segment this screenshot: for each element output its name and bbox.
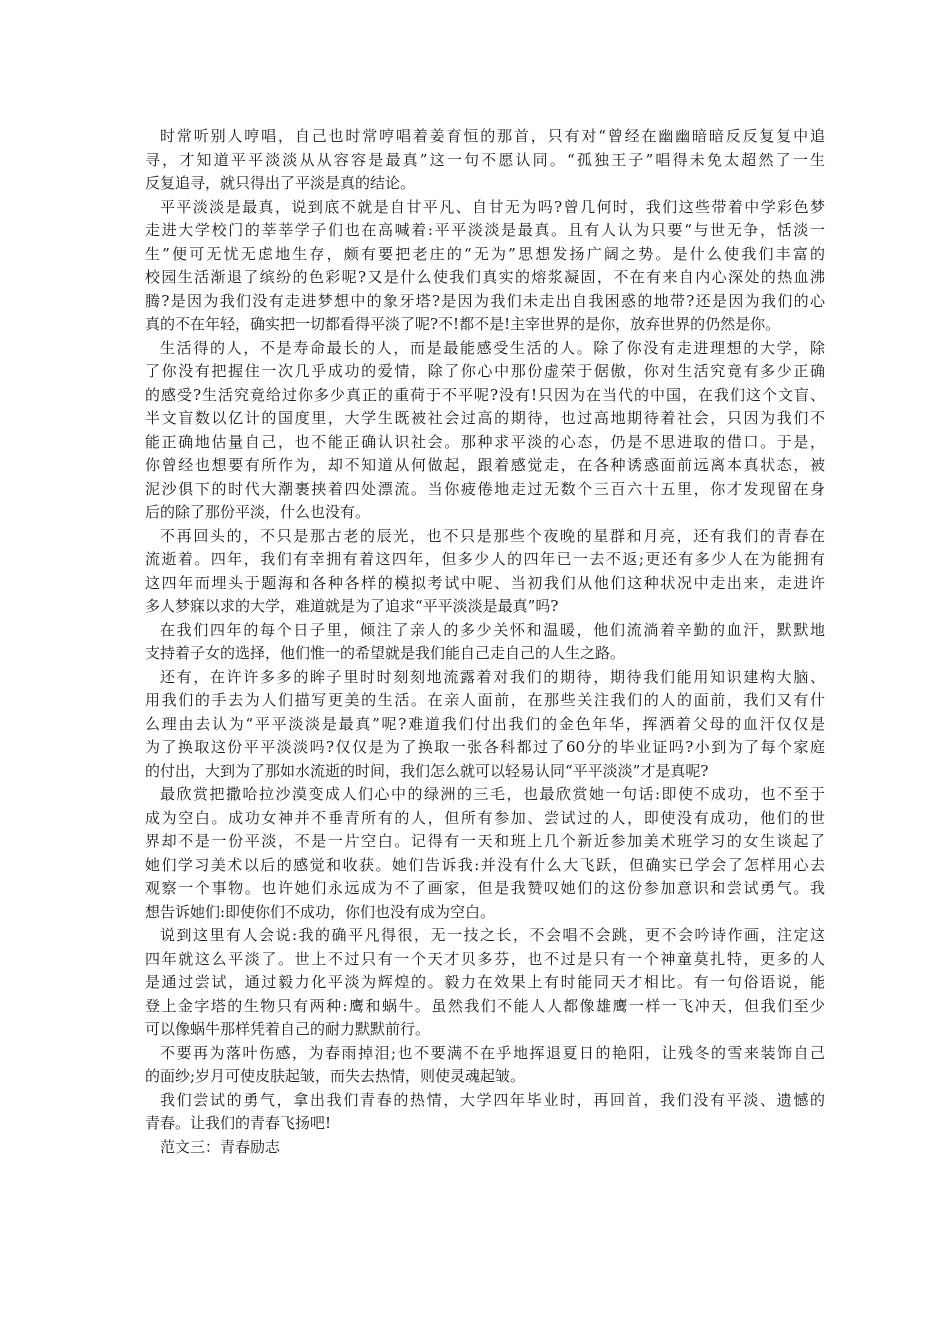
paragraph: [145, 525, 825, 619]
text-line: 校园生活渐退了缤纷的色彩呢?又是什么使我们真实的熔浆凝固，不在有来自内心深处的热血沸: [145, 268, 825, 286]
text-line: 寻，才知道平平淡淡从从容容是最真”这一句不愿认同。“孤独王子”唱得未免太超然了一生: [145, 150, 825, 169]
paragraph: [145, 1042, 825, 1089]
text-line: 四年就这么平淡了。世上不过只有一个天才贝多芬，也不过是只有一个神童莫扎特，更多的人: [145, 949, 825, 968]
essay-body: [145, 125, 825, 1159]
text-line: 的面纱;岁月可使皮肤起皱，而失去热情，则使灵魂起皱。: [145, 1067, 526, 1085]
text-line: 你曾经也想要有所作为，却不知道从何做起，跟着感觉走，在各种诱惑面前远离本真状态，被: [145, 456, 825, 474]
text-line: 不要再为落叶伤感，为春雨掉泪;也不要满不在乎地挥退夏日的艳阳，让残冬的雪来装饰自己: [160, 1043, 825, 1062]
text-line: 界却不是一份平淡，不是一片空白。记得有一天和班上几个新近参加美术班学习的女生谈起了: [145, 832, 825, 850]
text-line: 可以像蜗牛那样凭着自己的耐力默默前行。: [145, 1020, 431, 1038]
text-line: 时常听别人哼唱，自己也时常哼唱着姜育恒的那首，只有对“曾经在幽幽暗暗反反复复中追: [160, 127, 825, 145]
text-line: 观察一个事物。也许她们永远成为不了画家，但是我赞叹她们的这份参加意识和尝试勇气。我: [145, 879, 825, 897]
text-line: 的付出，大到为了那如水流逝的时间，我们怎么就可以轻易认同“平平淡淡”才是真呢?: [145, 761, 709, 780]
text-line: 多人梦寐以求的大学，难道就是为了追求“平平淡淡是最真”吗?: [145, 597, 559, 615]
text-line: 不再回头的，不只是那古老的辰光，也不只是那些个夜晚的星群和月亮，还有我们的青春在: [160, 526, 825, 545]
paragraph: [145, 924, 825, 1042]
text-line: 支持着子女的选择，他们惟一的希望就是我们能自己走自己的人生之路。: [145, 644, 626, 662]
text-line: 腾?是因为我们没有走进梦想中的象牙塔?是因为我们未走出自我困惑的地带?还是因为我们的心: [145, 291, 825, 310]
text-line: 说到这里有人会说:我的确平凡得很，无一技之长，不会唱不会跳，更不会吟诗作画，注定这: [160, 926, 825, 944]
text-line: 范文三：青春励志: [160, 1137, 281, 1156]
text-line: 用我们的手去为人们描写更美的生活。在亲人面前，在那些关注我们的人的面前，我们又有什: [145, 691, 825, 709]
text-line: 的感受?生活究竟给过你多少真正的重荷于不平呢?没有!只因为在当代的中国，在我们这个文盲、: [145, 385, 825, 404]
text-line: 真的不在年轻，确实把一切都看得平淡了呢?不!都不是!主宰世界的是你，放弃世界的仍然是你。: [145, 315, 781, 333]
text-line: 生”便可无忧无虑地生存，颇有要把老庄的“无为”思想发扬广阔之势。是什么使我们丰富的: [145, 244, 825, 263]
text-line: 在我们四年的每个日子里，倾注了亲人的多少关怀和温暖，他们流淌着辛勤的血汗，默默地: [160, 620, 825, 639]
text-line: 她们学习美术以后的感觉和收获。她们告诉我:并没有什么大飞跃，但确实已学会了怎样用心去: [145, 855, 825, 874]
text-line: 成为空白。成功女神并不垂青所有的人，但所有参加、尝试过的人，即使没有成功，他们的世: [145, 808, 825, 827]
paragraph: [145, 1136, 825, 1160]
text-line: 我们尝试的勇气，拿出我们青春的热情，大学四年毕业时，再回首，我们没有平淡、遗憾的: [160, 1090, 825, 1109]
text-line: 最欣赏把撒哈拉沙漠变成人们心中的绿洲的三毛，也最欣赏她一句话:即使不成功，也不至于: [160, 785, 825, 803]
text-line: 生活得的人，不是寿命最长的人，而是最能感受生活的人。除了你没有走进理想的大学，除: [160, 338, 825, 357]
text-line: 了你没有把握住一次几乎成功的爱情，除了你心中那份虚荣于倨傲，你对生活究竟有多少正确: [145, 362, 825, 380]
paragraph: [145, 783, 825, 924]
text-line: 平平淡淡是最真，说到底不就是自甘平凡、自甘无为吗?曾几何时，我们这些带着中学彩色梦: [160, 197, 825, 216]
text-line: 走进大学校门的莘莘学子们也在高喊着:平平淡淡是最真。且有人认为只要“与世无争，恬淡一: [145, 221, 825, 239]
paragraph: [145, 125, 825, 196]
text-line: 半文盲数以亿计的国度里，大学生既被社会过高的期待，也过高地期待着社会，只因为我们不: [145, 409, 825, 427]
text-line: 泥沙俱下的时代大潮裹挟着四处漂流。当你疲倦地走过无数个三百六十五里，你才发现留在身: [145, 479, 825, 498]
paragraph: [145, 1089, 825, 1136]
text-line: 这四年而埋头于题海和各种各样的模拟考试中呢、当初我们从他们这种状况中走出来，走进许: [145, 573, 825, 592]
text-line: 流逝着。四年，我们有幸拥有着这四年，但多少人的四年已一去不返;更还有多少人在为能拥有: [145, 550, 825, 568]
text-line: 后的除了那份平淡，什么也没有。: [145, 503, 371, 521]
text-line: 青春。让我们的青春飞扬吧!: [145, 1114, 332, 1132]
text-line: 想告诉她们:即使你们不成功，你们也没有成为空白。: [145, 902, 496, 921]
text-line: 为了换取这份平平淡淡吗?仅仅是为了换取一张各科都过了60分的毕业证吗?小到为了每个家庭: [145, 738, 825, 756]
text-line: 是通过尝试，通过毅力化平淡为辉煌的。毅力在效果上有时能同天才相比。有一句俗语说，能: [145, 973, 825, 991]
paragraph: [145, 196, 825, 337]
paragraph: [145, 337, 825, 525]
text-line: 能正确地估量自己，也不能正确认识社会。那种求平淡的心态，仍是不思进取的借口。于是，: [145, 432, 825, 451]
paragraph: [145, 619, 825, 666]
text-line: 登上金字塔的生物只有两种:鹰和蜗牛。虽然我们不能人人都像雄鹰一样一飞冲天，但我们至少: [145, 996, 825, 1015]
text-line: 反复追寻，就只得出了平淡是真的结论。: [145, 174, 416, 192]
text-line: 还有，在许许多多的眸子里时时刻刻地流露着对我们的期待，期待我们能用知识建构大脑、: [160, 667, 825, 686]
text-line: 么理由去认为“平平淡淡是最真”呢?难道我们付出我们的金色年华，挥洒着父母的血汗仅仅是: [145, 714, 825, 733]
paragraph: [145, 666, 825, 784]
